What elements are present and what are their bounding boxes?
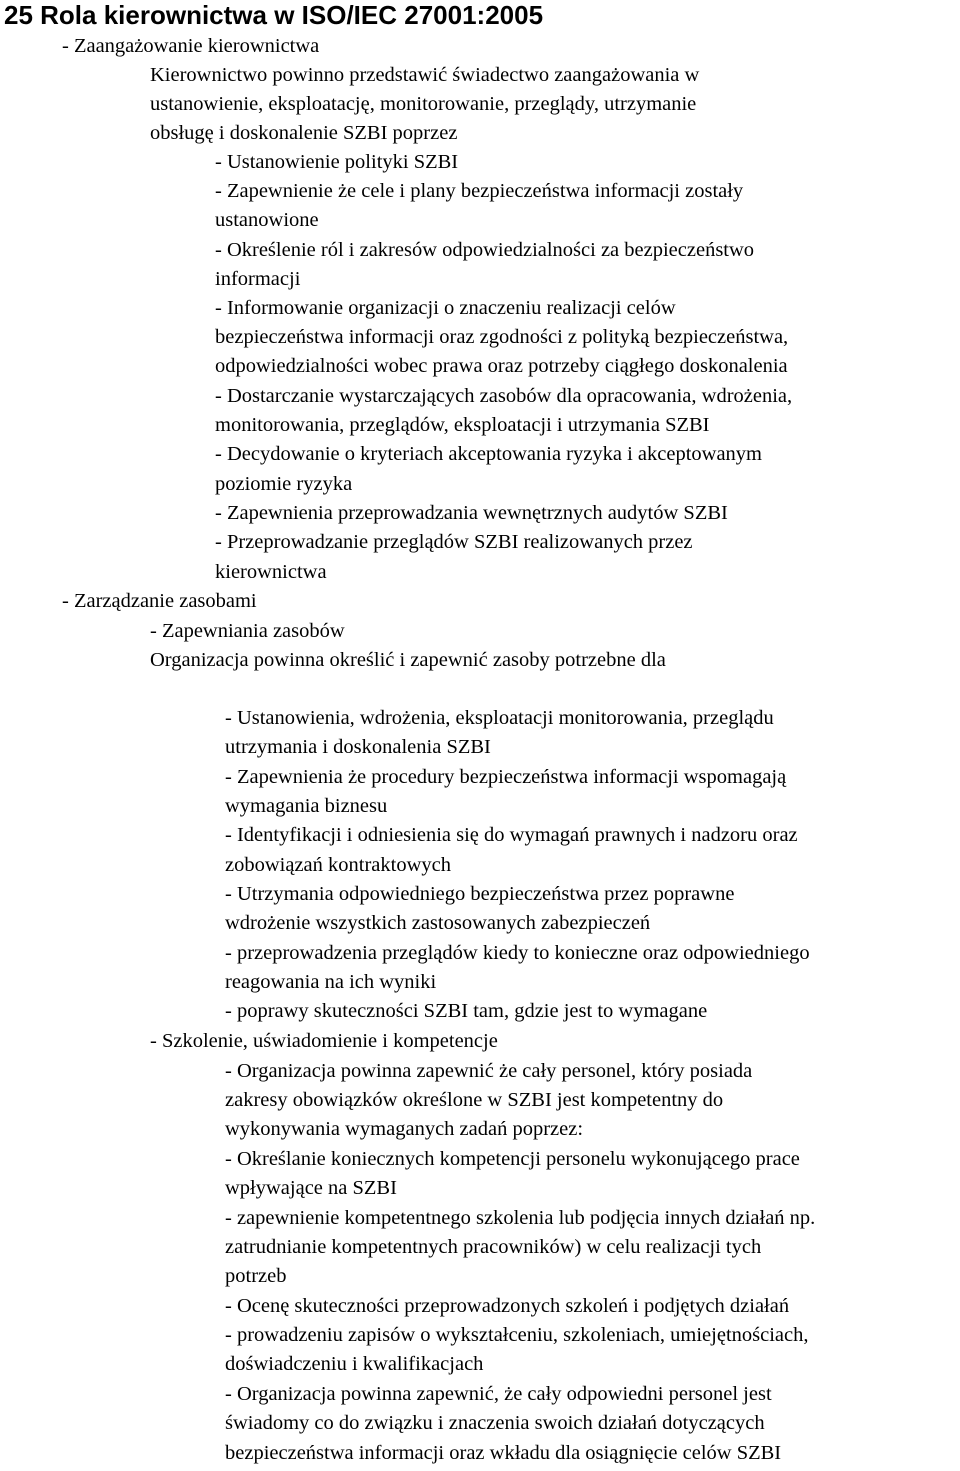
text-line: monitorowania, przeglądów, eksploatacji i utrzymania SZBI: [215, 414, 710, 436]
text-line: zakresy obowiązków określone w SZBI jest kompetentny do: [225, 1089, 724, 1111]
text-line: - Zapewnienie że cele i plany bezpieczeństwa informacji zostały: [215, 180, 744, 202]
text-line: zobowiązań kontraktowych: [225, 854, 451, 876]
text-line: - Zaangażowanie kierownictwa: [62, 35, 320, 57]
text-line: wymagania biznesu: [225, 795, 388, 817]
text-line: ustanowione: [215, 209, 319, 231]
text-line: - Zarządzanie zasobami: [62, 590, 257, 612]
text-line: - Ustanowienie polityki SZBI: [215, 151, 459, 173]
text-line: Kierownictwo powinno przedstawić świadectwo zaangażowania w: [150, 64, 700, 86]
text-line: - Organizacja powinna zapewnić że cały personel, który posiada: [225, 1060, 753, 1082]
text-line: - Przeprowadzanie przeglądów SZBI realizowanych przez: [215, 531, 693, 553]
text-line: - Zapewnienia przeprowadzania wewnętrznych audytów SZBI: [215, 502, 728, 524]
text-line: bezpieczeństwa informacji oraz wkładu dla osiągnięcie celów SZBI: [225, 1442, 782, 1464]
text-line: poziomie ryzyka: [215, 473, 353, 495]
text-line: - Identyfikacji i odniesienia się do wymagań prawnych i nadzoru oraz: [225, 824, 798, 846]
text-line: wykonywania wymaganych zadań poprzez:: [225, 1118, 584, 1140]
text-line: - Zapewniania zasobów: [150, 620, 345, 642]
text-line: informacji: [215, 268, 301, 290]
text-line: ustanowienie, eksploatację, monitorowanie, przeglądy, utrzymanie: [150, 93, 697, 115]
text-line: - Informowanie organizacji o znaczeniu realizacji celów: [215, 297, 676, 319]
text-line: reagowania na ich wyniki: [225, 971, 437, 993]
text-line: świadomy co do związku i znaczenia swoich działań dotyczących: [225, 1412, 765, 1434]
text-line: kierownictwa: [215, 561, 327, 583]
text-line: - przeprowadzenia przeglądów kiedy to konieczne oraz odpowiedniego: [225, 942, 810, 964]
text-line: obsługę i doskonalenie SZBI poprzez: [150, 122, 458, 144]
text-line: - Dostarczanie wystarczających zasobów dla opracowania, wdrożenia,: [215, 385, 793, 407]
text-line: bezpieczeństwa informacji oraz zgodności z polityką bezpieczeństwa,: [215, 326, 789, 348]
text-line: - prowadzeniu zapisów o wykształceniu, szkoleniach, umiejętnościach,: [225, 1324, 809, 1346]
text-line: - Decydowanie o kryteriach akceptowania ryzyka i akceptowanym: [215, 443, 762, 465]
text-line: - Szkolenie, uświadomienie i kompetencje: [150, 1030, 498, 1052]
text-line: - Zapewnienia że procedury bezpieczeństwa informacji wspomagają: [225, 766, 787, 788]
text-line: potrzeb: [225, 1265, 287, 1287]
text-line: - poprawy skuteczności SZBI tam, gdzie jest to wymagane: [225, 1000, 708, 1022]
text-line: - Utrzymania odpowiedniego bezpieczeństwa przez poprawne: [225, 883, 735, 905]
text-line: - Określanie koniecznych kompetencji personelu wykonującego prace: [225, 1148, 800, 1170]
text-line: - Organizacja powinna zapewnić, że cały odpowiedni personel jest: [225, 1383, 772, 1405]
text-line: Organizacja powinna określić i zapewnić zasoby potrzebne dla: [150, 649, 666, 671]
text-line: wdrożenie wszystkich zastosowanych zabezpieczeń: [225, 912, 651, 934]
text-line: - Określenie ról i zakresów odpowiedzialności za bezpieczeństwo: [215, 239, 755, 261]
text-line: wpływające na SZBI: [225, 1177, 397, 1199]
text-line: odpowiedzialności wobec prawa oraz potrzeby ciągłego doskonalenia: [215, 355, 788, 377]
text-line: utrzymania i doskonalenia SZBI: [225, 736, 491, 758]
page-title: 25 Rola kierownictwa w ISO/IEC 27001:2005: [4, 0, 544, 30]
text-line: zatrudnianie kompetentnych pracowników) w celu realizacji tych: [225, 1236, 762, 1258]
text-line: - Ustanowienia, wdrożenia, eksploatacji monitorowania, przeglądu: [225, 707, 774, 729]
text-line: doświadczeniu i kwalifikacjach: [225, 1353, 484, 1375]
text-line: - Ocenę skuteczności przeprowadzonych szkoleń i podjętych działań: [225, 1295, 790, 1317]
text-line: - zapewnienie kompetentnego szkolenia lub podjęcia innych działań np.: [225, 1207, 816, 1229]
